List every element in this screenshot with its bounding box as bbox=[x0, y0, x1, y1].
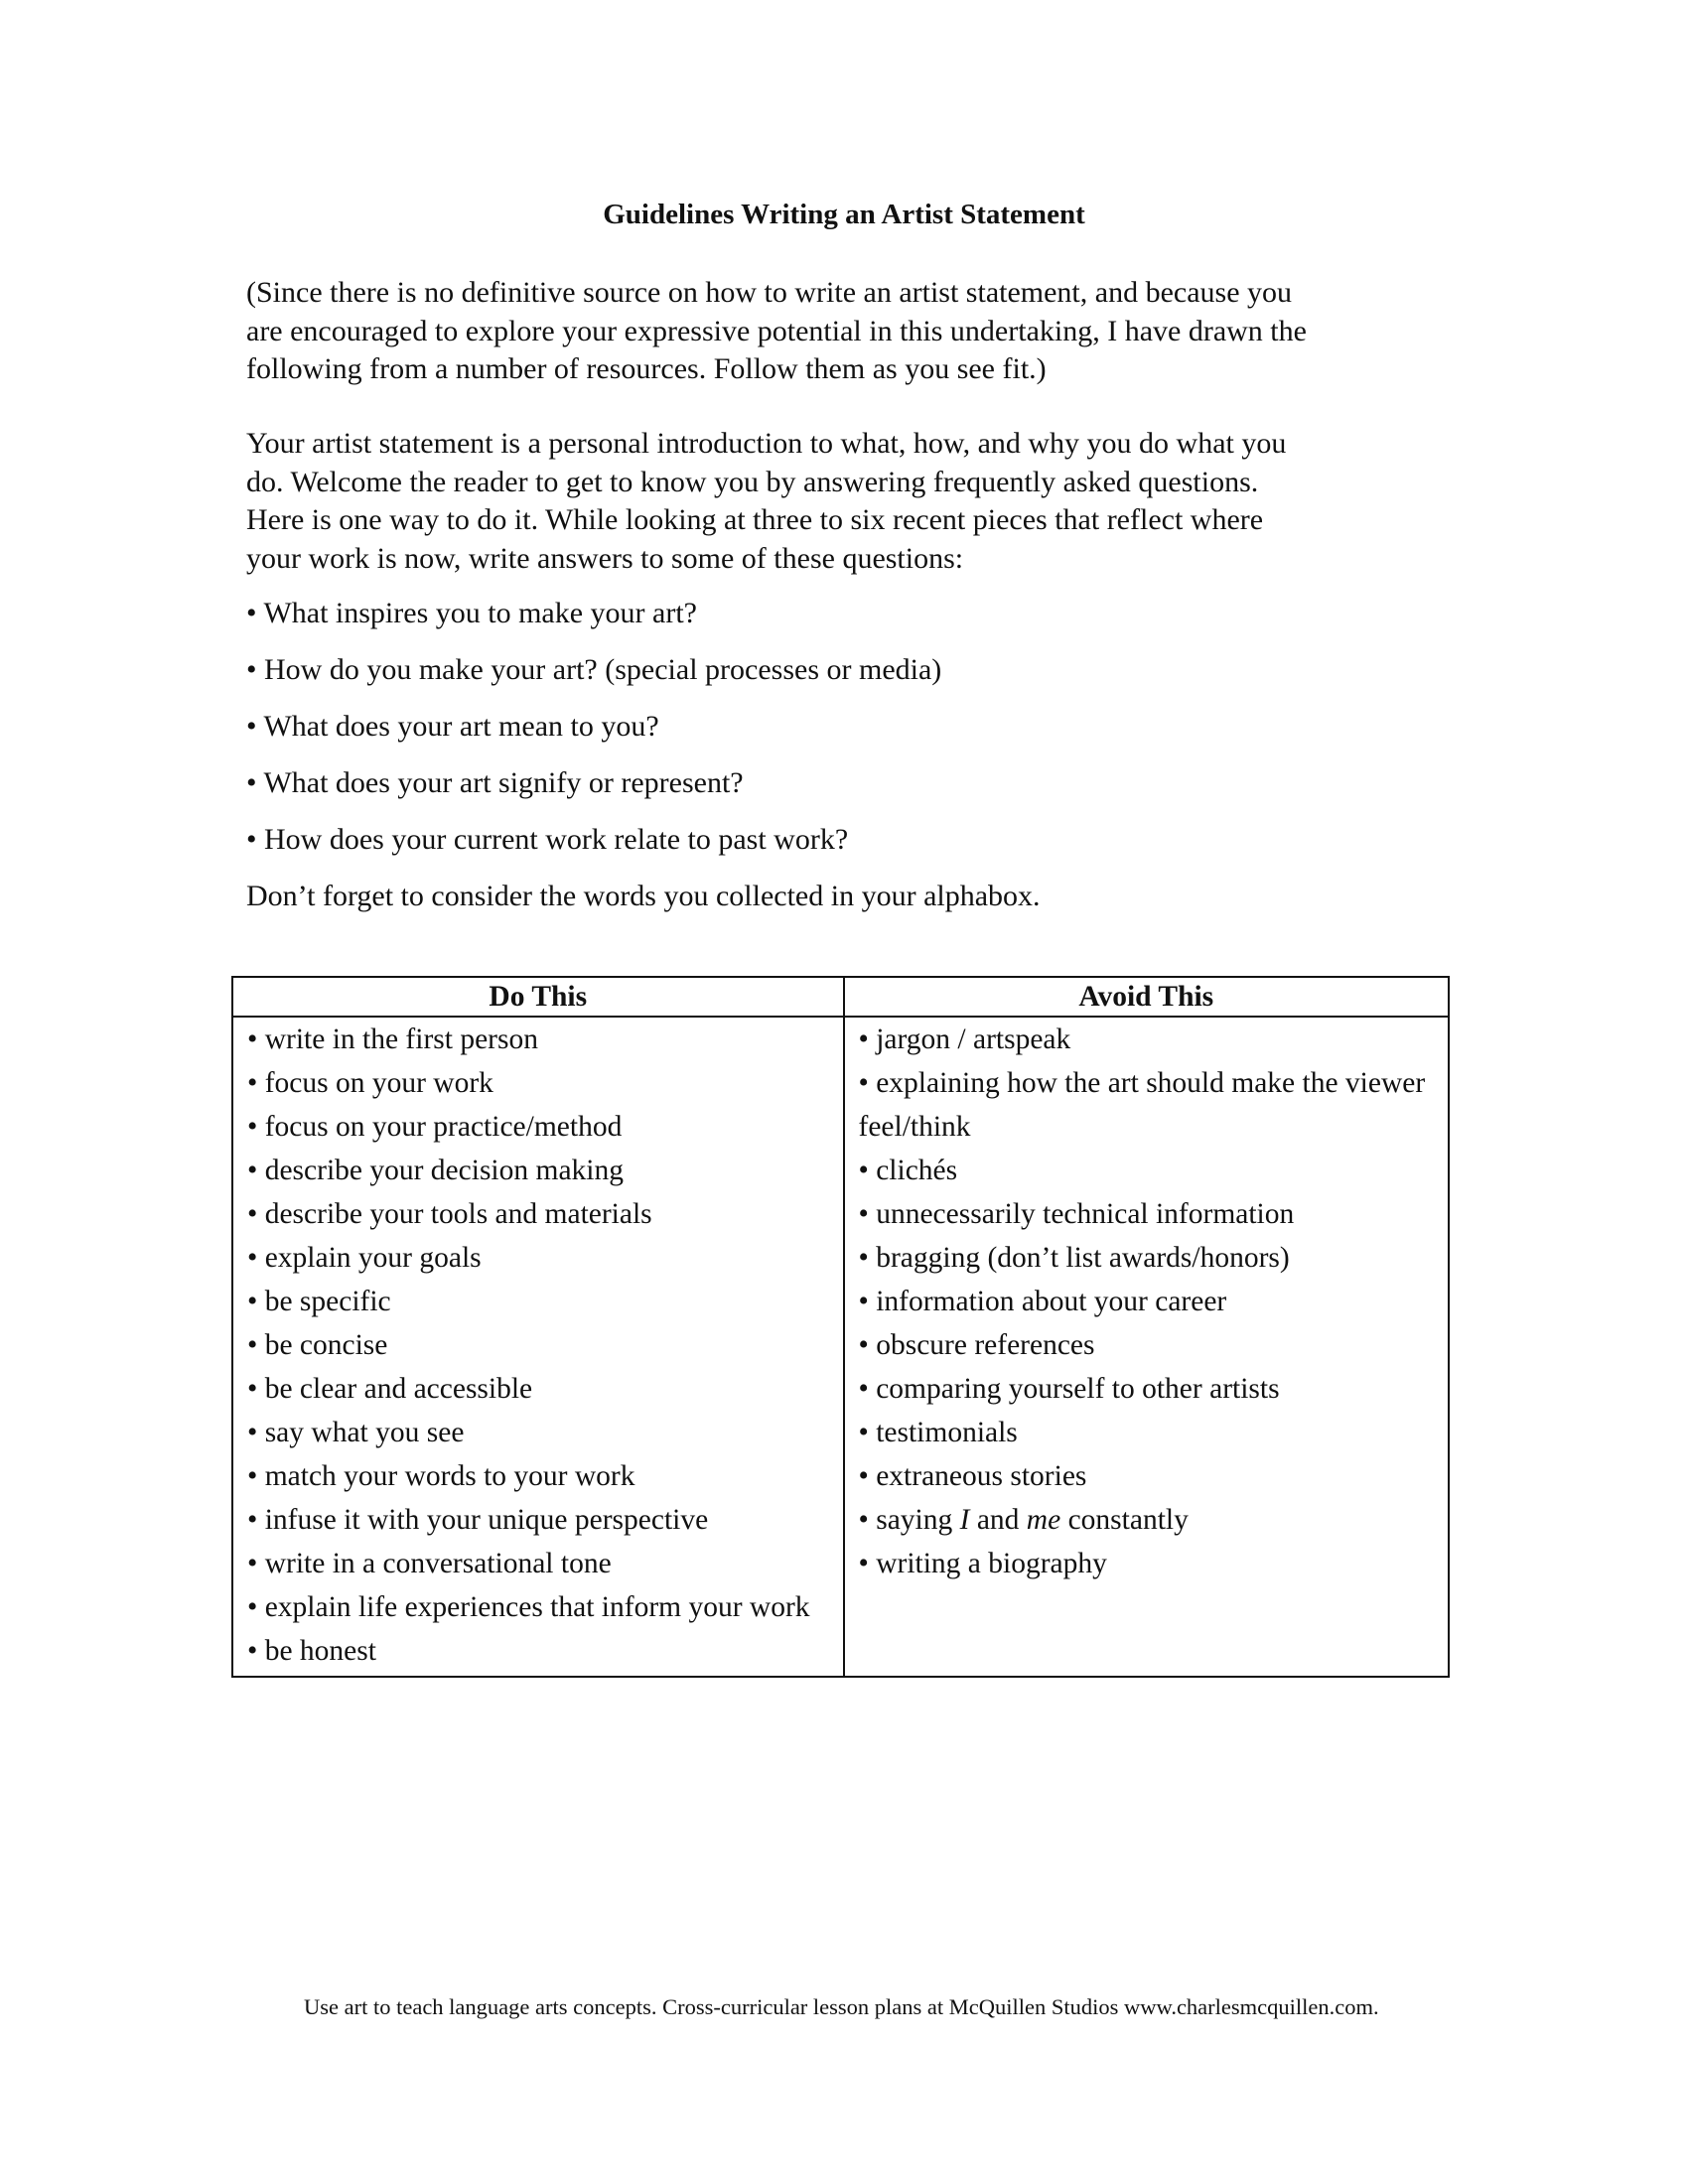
avoid-item-saying bbox=[859, 1498, 1438, 1542]
do-this-column bbox=[232, 1017, 844, 1677]
do-item: • write in the first person bbox=[247, 1024, 538, 1055]
saying-i: I bbox=[959, 1504, 970, 1536]
do-item: • write in a conversational tone bbox=[247, 1548, 612, 1579]
question-item: • What does your art mean to you? bbox=[246, 710, 659, 743]
body-paragraph bbox=[246, 425, 1438, 578]
avoid-item: • bragging (don’t list awards/honors) bbox=[858, 1242, 1290, 1274]
do-item: • be honest bbox=[247, 1635, 376, 1667]
do-item: • be clear and accessible bbox=[247, 1373, 533, 1405]
body-line: Here is one way to do it. While looking at three to six recent pieces that reflect where bbox=[246, 503, 1264, 536]
avoid-item: • information about your career bbox=[858, 1286, 1227, 1317]
saying-me: me bbox=[1026, 1504, 1061, 1536]
footer-note: Use art to teach language arts concepts. Cross-curricular lesson plans at McQuillen Studios www.charlesmcquillen.com. bbox=[304, 1994, 1379, 2019]
intro-paragraph bbox=[246, 274, 1438, 389]
question-item: • What inspires you to make your art? bbox=[246, 597, 697, 629]
saying-prefix: • saying bbox=[858, 1504, 960, 1536]
question-list bbox=[246, 595, 941, 878]
question-item: • How does your current work relate to past work? bbox=[246, 823, 849, 856]
avoid-item: • comparing yourself to other artists bbox=[858, 1373, 1280, 1405]
do-item: • focus on your practice/method bbox=[247, 1111, 623, 1143]
question-item: • How do you make your art? (special processes or media) bbox=[246, 653, 942, 686]
do-item: • infuse it with your unique perspective bbox=[247, 1504, 709, 1536]
do-item: • be concise bbox=[247, 1329, 388, 1361]
avoid-item: • testimonials bbox=[858, 1417, 1018, 1448]
avoid-item: • unnecessarily technical information bbox=[858, 1198, 1295, 1230]
avoid-this-column bbox=[844, 1017, 1449, 1677]
avoid-item: • explaining how the art should make the viewer feel/think bbox=[858, 1067, 1426, 1143]
do-this-header: Do This bbox=[232, 977, 844, 1017]
avoid-item: • clichés bbox=[858, 1155, 958, 1186]
table-body-row bbox=[232, 1017, 1449, 1677]
avoid-item: • writing a biography bbox=[858, 1548, 1107, 1579]
do-avoid-table bbox=[231, 976, 1450, 1678]
saying-and: and bbox=[969, 1504, 1027, 1536]
do-item: • explain life experiences that inform your work bbox=[247, 1591, 810, 1623]
page-title: Guidelines Writing an Artist Statement bbox=[603, 199, 1085, 230]
intro-line: following from a number of resources. Follow them as you see fit.) bbox=[246, 352, 1047, 385]
do-item: • be specific bbox=[247, 1286, 391, 1317]
intro-line: (Since there is no definitive source on how to write an artist statement, and because you bbox=[246, 276, 1293, 309]
body-line: do. Welcome the reader to get to know you by answering frequently asked questions. bbox=[246, 465, 1259, 498]
question-item: • What does your art signify or represent? bbox=[246, 766, 744, 799]
avoid-item: • jargon / artspeak bbox=[858, 1024, 1071, 1055]
table-header-row bbox=[232, 977, 1449, 1017]
intro-line: are encouraged to explore your expressive potential in this undertaking, I have drawn the bbox=[246, 314, 1307, 347]
alphabox-note: Don’t forget to consider the words you collected in your alphabox. bbox=[246, 880, 1041, 912]
avoid-this-header: Avoid This bbox=[844, 977, 1449, 1017]
body-line: your work is now, write answers to some of these questions: bbox=[246, 541, 964, 575]
avoid-item: • obscure references bbox=[858, 1329, 1095, 1361]
body-line: Your artist statement is a personal introduction to what, how, and why you do what you bbox=[246, 427, 1287, 460]
do-item: • describe your decision making bbox=[247, 1155, 624, 1186]
do-item: • explain your goals bbox=[247, 1242, 482, 1274]
saying-suffix: constantly bbox=[1060, 1504, 1189, 1536]
avoid-item: • extraneous stories bbox=[858, 1460, 1087, 1492]
do-item: • focus on your work bbox=[247, 1067, 493, 1099]
do-item: • describe your tools and materials bbox=[247, 1198, 652, 1230]
do-item: • say what you see bbox=[247, 1417, 465, 1448]
do-item: • match your words to your work bbox=[247, 1460, 635, 1492]
